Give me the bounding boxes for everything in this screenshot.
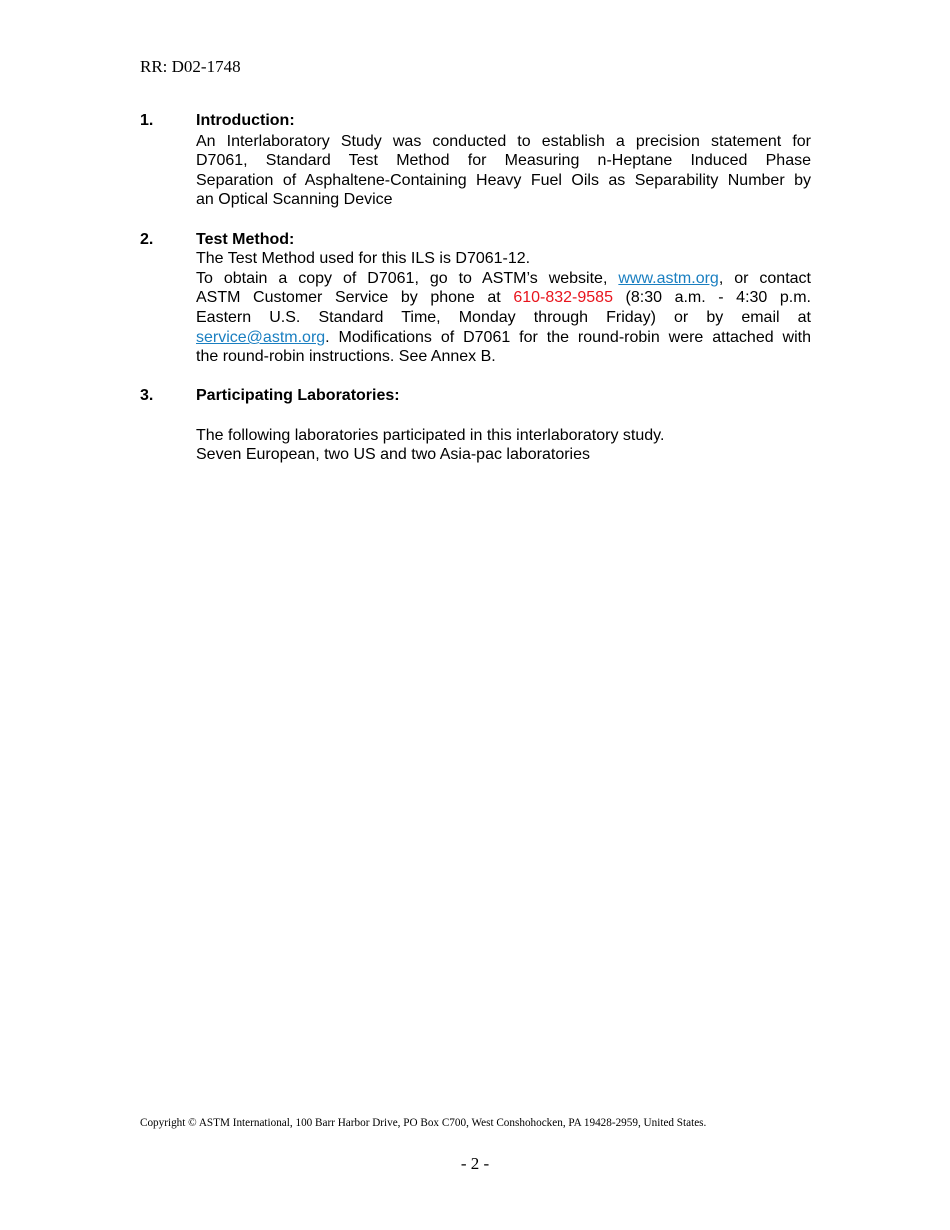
test-method-line [196, 328, 811, 348]
intro-line: an Optical Scanning Device [196, 191, 393, 208]
test-method-line: the round-robin instructions. See Annex B. [196, 348, 496, 365]
text: To obtain a copy of D7061, go to ASTM’s website, [196, 270, 619, 287]
section-3-title: Participating Laboratories: [196, 387, 400, 404]
text: , or contact [718, 270, 811, 287]
labs-line: Seven European, two US and two Asia-pac laboratories [196, 446, 591, 463]
phone-number: 610-832-9585 [513, 289, 613, 306]
intro-line: Separation of Asphaltene-Containing Heavy Fuel Oils as Separability Number by [196, 172, 811, 189]
section-1-number: 1. [140, 112, 154, 129]
email-link[interactable]: service@astm.org [196, 329, 326, 346]
text: (8:30 a.m. - 4:30 p.m. [612, 289, 811, 306]
page-number: - 2 - [460, 1154, 490, 1173]
section-2-title: Test Method: [196, 231, 295, 248]
intro-line: D7061, Standard Test Method for Measuring n-Heptane Induced Phase [196, 152, 811, 169]
website-link[interactable]: www.astm.org [618, 270, 719, 287]
test-method-line: Eastern U.S. Standard Time, Monday through Friday) or by email at [196, 309, 811, 326]
test-method-line [196, 288, 811, 308]
section-2-number: 2. [140, 231, 154, 248]
intro-line: An Interlaboratory Study was conducted to establish a precision statement for [196, 133, 811, 150]
section-3-number: 3. [140, 387, 154, 404]
report-id-header: RR: D02-1748 [140, 57, 241, 76]
text: . Modifications of D7061 for the round-robin were attached with [325, 329, 811, 346]
test-method-line [196, 269, 811, 289]
copyright-footer: Copyright © ASTM International, 100 Barr Harbor Drive, PO Box C700, West Conshohocken, PA 19428-2959, United States. [140, 1117, 707, 1129]
test-method-line: The Test Method used for this ILS is D7061-12. [196, 250, 531, 267]
text: ASTM Customer Service by phone at [196, 289, 514, 306]
labs-line: The following laboratories participated in this interlaboratory study. [196, 427, 665, 444]
section-1-title: Introduction: [196, 112, 295, 129]
